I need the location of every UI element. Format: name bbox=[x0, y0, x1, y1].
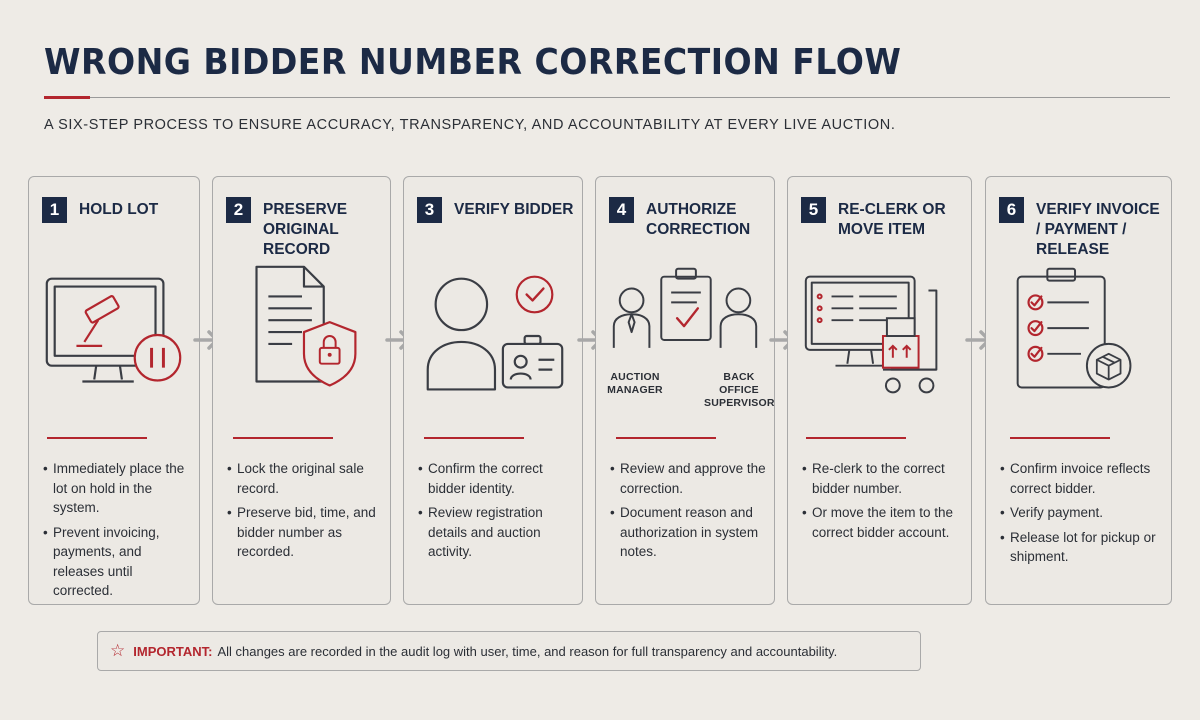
step-card-2 bbox=[212, 176, 391, 605]
step-bullet: • Review registration details and auction activity. bbox=[418, 503, 574, 562]
document-lock-shield-icon bbox=[213, 262, 390, 412]
checklist-package-icon bbox=[986, 262, 1171, 412]
step-divider bbox=[424, 437, 524, 439]
step-bullet: • Lock the original sale record. bbox=[227, 459, 382, 498]
step-bullet: • Release lot for pickup or shipment. bbox=[1000, 528, 1163, 567]
step-card-6 bbox=[985, 176, 1172, 605]
step-divider bbox=[1010, 437, 1110, 439]
step-number-badge: 5 bbox=[801, 197, 826, 223]
important-text: All changes are recorded in the audit log with user, time, and reason for full transparency and accountability. bbox=[217, 643, 838, 659]
title-divider bbox=[44, 97, 1170, 98]
step-card-4 bbox=[595, 176, 775, 605]
step-title: VERIFY BIDDER bbox=[454, 201, 574, 218]
step-title: AUTHORIZE CORRECTION bbox=[646, 201, 751, 238]
step-bullet: • Verify payment. bbox=[1000, 503, 1163, 523]
role-caption-back-office-supervisor: BACK OFFICE SUPERVISOR bbox=[704, 371, 775, 409]
page-title: WRONG BIDDER NUMBER CORRECTION FLOW bbox=[44, 42, 902, 83]
step-bullet: • Prevent invoicing, payments, and releases until corrected. bbox=[43, 523, 191, 601]
step-bullet-list bbox=[43, 459, 191, 606]
monitor-hand-truck-icon bbox=[788, 262, 971, 412]
step-bullet: • Confirm the correct bidder identity. bbox=[418, 459, 574, 498]
important-note bbox=[97, 631, 921, 671]
step-divider bbox=[616, 437, 716, 439]
person-id-check-icon bbox=[404, 262, 582, 412]
step-divider bbox=[233, 437, 333, 439]
step-number-badge: 1 bbox=[42, 197, 67, 223]
step-bullet-list bbox=[610, 459, 766, 567]
step-bullet: • Re-clerk to the correct bidder number. bbox=[802, 459, 963, 498]
step-number-badge: 4 bbox=[609, 197, 634, 223]
step-card-5 bbox=[787, 176, 972, 605]
step-bullet: • Immediately place the lot on hold in the system. bbox=[43, 459, 191, 518]
step-bullet-list bbox=[1000, 459, 1163, 572]
step-title: PRESERVE ORIGINAL RECORD bbox=[263, 201, 348, 258]
step-number-badge: 3 bbox=[417, 197, 442, 223]
step-bullet: • Review and approve the correction. bbox=[610, 459, 766, 498]
step-bullet: • Confirm invoice reflects correct bidder. bbox=[1000, 459, 1163, 498]
step-card-1 bbox=[28, 176, 200, 605]
step-title: HOLD LOT bbox=[79, 201, 159, 218]
step-bullet-list bbox=[227, 459, 382, 567]
computer-gavel-pause-icon bbox=[29, 262, 199, 412]
step-title: RE-CLERK OR MOVE ITEM bbox=[838, 201, 946, 238]
step-title: VERIFY INVOICE / PAYMENT / RELEASE bbox=[1036, 201, 1160, 258]
step-bullet: • Preserve bid, time, and bidder number as recorded. bbox=[227, 503, 382, 562]
step-number-badge: 6 bbox=[999, 197, 1024, 223]
step-divider bbox=[806, 437, 906, 439]
title-accent-bar bbox=[44, 96, 90, 99]
step-divider bbox=[47, 437, 147, 439]
step-number-badge: 2 bbox=[226, 197, 251, 223]
page-subtitle: A SIX-STEP PROCESS TO ENSURE ACCURACY, TRANSPARENCY, AND ACCOUNTABILITY AT EVERY LIVE AUCTION. bbox=[44, 117, 896, 133]
step-bullet-list bbox=[802, 459, 963, 547]
step-bullet-list bbox=[418, 459, 574, 567]
step-bullet: • Or move the item to the correct bidder account. bbox=[802, 503, 963, 542]
important-label: IMPORTANT: bbox=[133, 643, 213, 659]
step-bullet: • Document reason and authorization in system notes. bbox=[610, 503, 766, 562]
step-card-3 bbox=[403, 176, 583, 605]
star-icon: ☆ bbox=[110, 641, 126, 660]
role-caption-auction-manager: AUCTION MANAGER bbox=[607, 371, 663, 396]
